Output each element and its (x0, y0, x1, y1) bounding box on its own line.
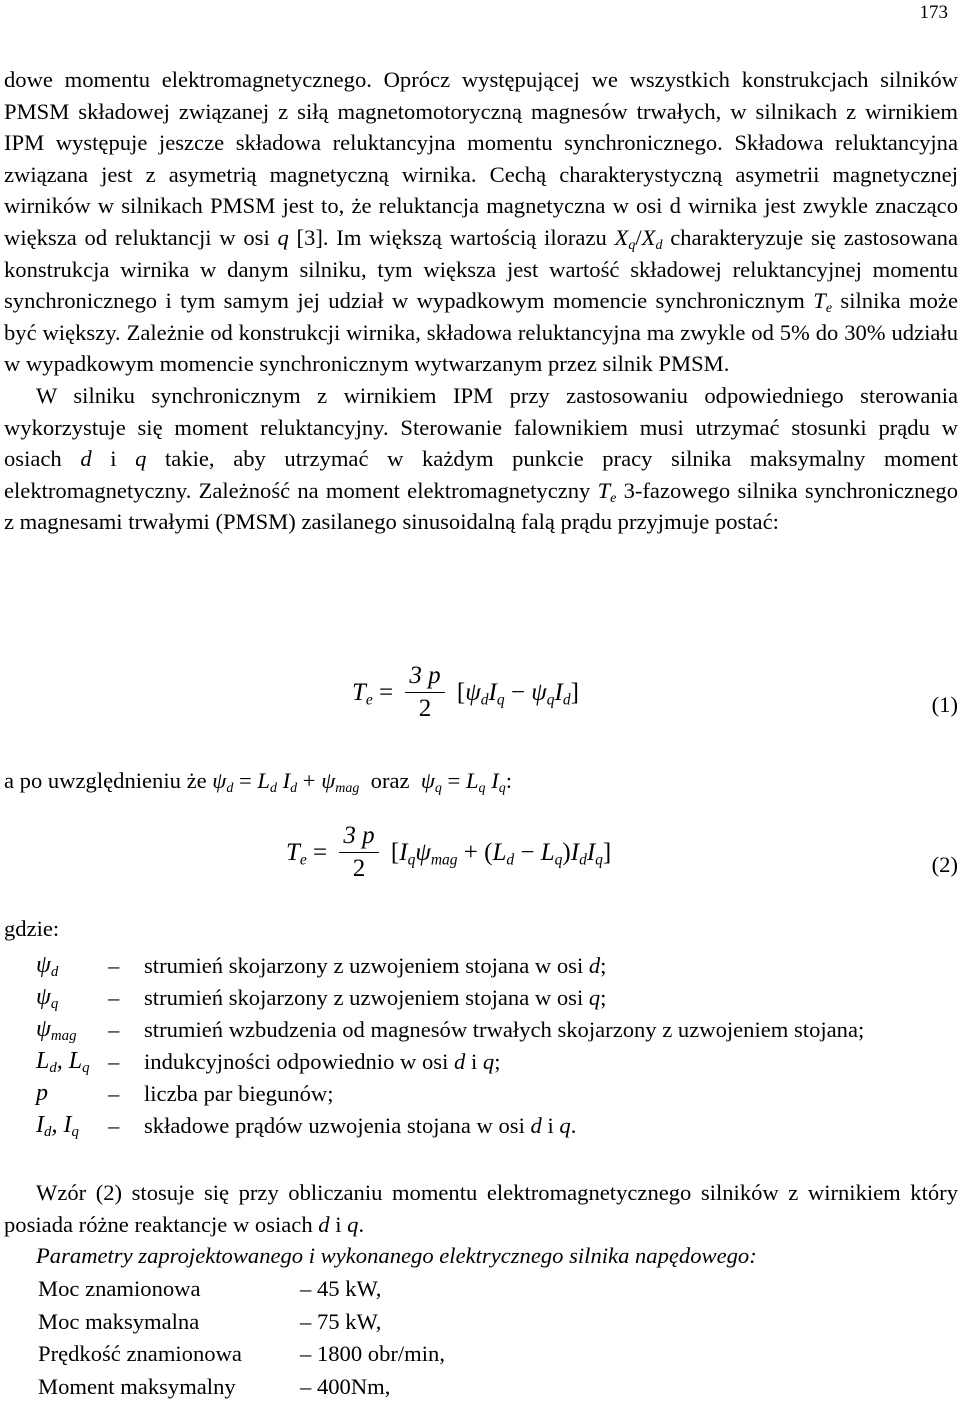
symbol-psi: ψ (36, 1016, 51, 1042)
subscript: q (547, 691, 555, 708)
symbol (36, 1014, 108, 1046)
subscript: mag (335, 781, 359, 796)
subscript: q (555, 851, 563, 868)
symbol-description (144, 1078, 960, 1110)
subscript: d (655, 238, 662, 253)
param-value: – 1800 obr/min, (300, 1338, 445, 1371)
fraction (339, 820, 378, 885)
symbol-list (36, 950, 960, 1142)
body-text (4, 64, 958, 538)
equation-1 (0, 660, 960, 750)
paragraph-1 (4, 64, 958, 380)
symbol (36, 1078, 108, 1110)
symbol-i: I (399, 839, 407, 866)
axis-symbol: q (347, 1212, 358, 1237)
symbol-t: T (813, 288, 826, 313)
text-run: charakteryzuje się zastosowana konstrukcja wirnika w danym silniku, tym większa jest wartość składowej reluktancyjnej momentu synchronicznego i tym samym jej udział w wypadkowym momencie synchronicznym (4, 225, 958, 313)
symbol-description (144, 1046, 960, 1078)
symbol-i: I (63, 1112, 71, 1138)
equation-number: (2) (932, 852, 958, 878)
dash: – (108, 1014, 144, 1046)
text-run: składowe prądów uzwojenia stojana w osi (144, 1113, 531, 1138)
symbol-i: I (554, 679, 562, 706)
dash: – (108, 1078, 144, 1110)
param-row (38, 1338, 445, 1371)
text-run: . (358, 1212, 364, 1237)
equals-sign: = (233, 768, 257, 793)
symbol-l: L (492, 839, 506, 866)
subscript: q (499, 781, 506, 796)
subscript: d (563, 691, 571, 708)
symbol (36, 1110, 108, 1142)
symbol-p: p (36, 1080, 48, 1106)
paragraph-3 (4, 1177, 958, 1240)
subscript: d (481, 691, 489, 708)
params-heading: Parametry zaprojektowanego i wykonanego elektrycznego silnika napędowego: (4, 1240, 958, 1272)
subscript: q (408, 851, 416, 868)
subscript: e (366, 691, 373, 708)
param-name: Moc znamionowa (38, 1273, 300, 1306)
symbol-psi: ψ (212, 768, 226, 793)
closing-text (4, 1177, 958, 1272)
text-run: ; (600, 953, 606, 978)
subscript: q (595, 851, 603, 868)
subscript: q (435, 781, 442, 796)
axis-symbol: q (135, 446, 146, 471)
fraction-denominator: 2 (405, 693, 444, 725)
subscript: d (226, 781, 233, 796)
symbol-i: I (489, 679, 497, 706)
axis-symbol: q (277, 225, 288, 250)
bracket: ] (603, 839, 611, 866)
text-run: oraz (359, 768, 420, 793)
subscript: d (49, 1060, 56, 1076)
bracket: [ (457, 679, 465, 706)
bracket: ] (571, 679, 579, 706)
symbol-l: L (69, 1048, 82, 1074)
fraction-denominator: 2 (339, 853, 378, 885)
subscript: d (44, 1124, 51, 1140)
symbol-i: I (283, 768, 291, 793)
axis-symbol: d (80, 446, 91, 471)
text-run: liczba par biegunów; (144, 1081, 333, 1106)
param-value: – 75 kW, (300, 1306, 381, 1339)
text-run: Wzór (2) stosuje się przy obliczaniu momentu elektromagnetycznego silników z wirnikiem który posiada różne reaktancje w osiach (4, 1180, 958, 1237)
symbol-row (36, 1110, 960, 1142)
equals-sign: = (442, 768, 466, 793)
subscript: q (628, 238, 635, 253)
substitution-line (4, 768, 512, 794)
symbol-psi: ψ (321, 768, 335, 793)
subscript: mag (431, 851, 458, 868)
symbol-i: I (587, 839, 595, 866)
symbol-l: L (466, 768, 479, 793)
param-name: Moment maksymalny (38, 1371, 300, 1403)
equals-sign: = (373, 679, 393, 706)
symbol-i: I (36, 1112, 44, 1138)
symbol-psi: ψ (36, 952, 51, 978)
text-run: silnika może być większy. Zależnie od konstrukcji wirnika, składowa reluktancyjna ma zwykle od 5% do 30% udziału w wypadkowym momencie synchronicznym wytwarzanym przez silnik PMSM. (4, 288, 958, 376)
symbol-l: L (36, 1048, 49, 1074)
text-run: strumień skojarzony z uzwojeniem stojana w osi (144, 985, 589, 1010)
axis-symbol: q (483, 1049, 494, 1074)
symbol-i: I (571, 839, 579, 866)
symbol-psi: ψ (531, 679, 547, 706)
symbol (36, 950, 108, 982)
param-name: Moc maksymalna (38, 1306, 300, 1339)
symbol-i: I (491, 768, 499, 793)
equation-2 (0, 820, 960, 910)
symbol (36, 1046, 108, 1078)
symbol-x: X (615, 225, 629, 250)
param-name: Prędkość znamionowa (38, 1338, 300, 1371)
colon: : (506, 768, 512, 793)
paragraph-2 (4, 380, 958, 538)
axis-symbol: q (589, 985, 600, 1010)
symbol-row (36, 982, 960, 1014)
text-run: takie, aby utrzymać w każdym punkcie pracy silnika maksymalny moment elektromagnetyczny. Zależność na moment elektromagnetyczny (4, 446, 958, 503)
text-run: a po uwzględnieniu że (4, 768, 212, 793)
subscript: d (506, 851, 514, 868)
minus-sign: − (505, 679, 532, 706)
equals-sign: = (307, 839, 327, 866)
comma: , (57, 1048, 69, 1074)
axis-symbol: d (318, 1212, 329, 1237)
symbol-x: X (642, 225, 656, 250)
symbol-description (144, 1110, 960, 1142)
text-run: indukcyjności odpowiednio w osi (144, 1049, 454, 1074)
text-run: i (92, 446, 136, 471)
dash: – (108, 1110, 144, 1142)
fraction-numerator: 3 p (339, 820, 378, 853)
param-row (38, 1306, 445, 1339)
subscript: q (479, 781, 486, 796)
subscript: q (71, 1124, 78, 1140)
dash: – (108, 1046, 144, 1078)
text-run: i (542, 1113, 560, 1138)
axis-symbol: q (559, 1113, 570, 1138)
subscript: q (82, 1060, 89, 1076)
symbol-description (144, 1014, 960, 1046)
param-value: – 45 kW, (300, 1273, 381, 1306)
where-label: gdzie: (4, 916, 59, 942)
subscript: q (497, 691, 505, 708)
params-list (38, 1273, 445, 1403)
text-run: 3-fazowego silnika synchronicznego z magnesami trwałymi (PMSM) zasilanego sinusoidalną falą prądu przyjmuje postać: (4, 478, 958, 535)
symbol-psi: ψ (421, 768, 435, 793)
axis-symbol: d (589, 953, 600, 978)
symbol (36, 982, 108, 1014)
equation-number: (1) (932, 692, 958, 718)
symbol-l: L (257, 768, 270, 793)
axis-symbol: d (454, 1049, 465, 1074)
plus-sign: + (297, 768, 321, 793)
param-row (38, 1371, 445, 1403)
symbol-row (36, 1014, 960, 1046)
text-run: i (330, 1212, 348, 1237)
symbol-description (144, 950, 960, 982)
bracket: [ (391, 839, 399, 866)
dash: – (108, 982, 144, 1014)
symbol-t: T (598, 478, 611, 503)
plus-paren: + ( (458, 839, 493, 866)
text-run: i (465, 1049, 483, 1074)
symbol-description (144, 982, 960, 1014)
text-run: strumień wzbudzenia od magnesów trwałych skojarzony z uzwojeniem stojana; (144, 1017, 864, 1042)
subscript: e (300, 851, 307, 868)
symbol-row (36, 950, 960, 982)
axis-symbol: d (531, 1113, 542, 1138)
symbol-t: T (352, 679, 366, 706)
fraction-numerator: 3 p (405, 660, 444, 693)
subscript: d (270, 781, 277, 796)
symbol-psi: ψ (36, 984, 51, 1010)
text-run: ; (600, 985, 606, 1010)
param-row (38, 1273, 445, 1306)
symbol-row (36, 1078, 960, 1110)
slash: / (635, 225, 641, 250)
symbol-psi: ψ (415, 839, 431, 866)
symbol-psi: ψ (465, 679, 481, 706)
subscript: d (579, 851, 587, 868)
subscript: q (51, 996, 58, 1012)
subscript: d (51, 964, 58, 980)
subscript: d (290, 781, 297, 796)
text-run: . (571, 1113, 577, 1138)
text-run: [3]. Im większą wartością ilorazu (289, 225, 615, 250)
subscript: e (610, 491, 616, 506)
dash: – (108, 950, 144, 982)
symbol-l: L (541, 839, 555, 866)
subscript: e (826, 301, 832, 316)
text-run: strumień skojarzony z uzwojeniem stojana w osi (144, 953, 589, 978)
comma: , (51, 1112, 63, 1138)
fraction (405, 660, 444, 725)
paren: ) (562, 839, 570, 866)
text-run: ; (494, 1049, 500, 1074)
minus-sign: − (514, 839, 541, 866)
page-number: 173 (920, 2, 949, 24)
text-run: W silniku synchronicznym z wirnikiem IPM przy zastosowaniu odpowiedniego sterowania wykorzystuje się moment reluktancyjny. Sterowanie falownikiem musi utrzymać stosunki prądu w osiach (4, 383, 958, 471)
param-value: – 400Nm, (300, 1371, 390, 1403)
subscript: mag (51, 1028, 77, 1044)
symbol-row (36, 1046, 960, 1078)
text-run: dowe momentu elektromagnetycznego. Oprócz występującej we wszystkich konstrukcjach silników PMSM składowej związanej z siłą magnetomotoryczną magnesów trwałych, w silnikach z wirnikiem IPM występuje jeszcze składowa reluktancyjna momentu synchronicznego. Składowa reluktancyjna związana jest z asymetrią magnetyczną wirnika. Cechą charakterystyczną asymetrii magnetycznej wirników w silnikach PMSM jest to, że reluktancja magnetyczna w osi d wirnika jest zwykle znacząco większa od reluktancji w osi (4, 67, 958, 250)
symbol-t: T (286, 839, 300, 866)
